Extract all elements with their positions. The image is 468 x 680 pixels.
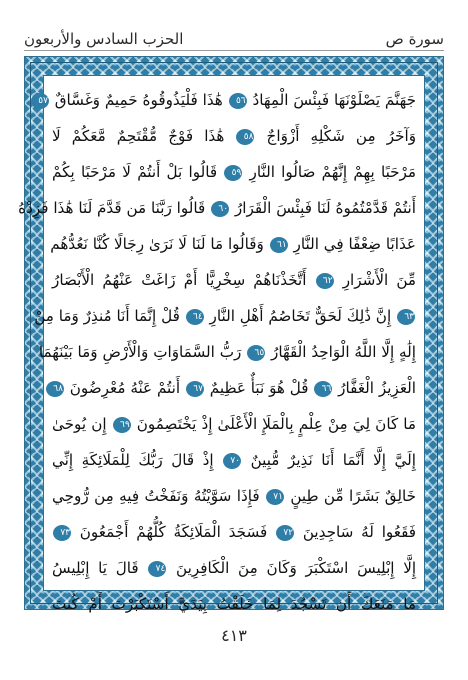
verse-line: فَقَعُوا لَهُ سَاجِدِينَ ٧٢ فَسَجَدَ الْمَلَائِكَةُ كُلُّهُمْ أَجْمَعُونَ ٧٣ (52, 514, 416, 550)
verse-line: وَآخَرُ مِن شَكْلِهِ أَزْوَاجٌ ٥٨ هَٰذَا فَوْجٌ مُّقْتَحِمٌ مَّعَكُمْ لَا (52, 127, 417, 145)
ayah-number-marker: ٦٧ (186, 381, 204, 397)
page-number: ٤١٣ (221, 626, 247, 645)
ayah-number-marker: ٦٨ (46, 381, 64, 397)
ayah-number-marker: ٧١ (266, 489, 284, 505)
verse-line: مَرْحَبًا بِهِمْ إِنَّهُمْ صَالُوا النَّارِ ٥٩ قَالُوا بَلْ أَنتُمْ لَا مَرْحَبًا بِكُمْ (52, 163, 417, 181)
verse-line: إِلَيَّ إِلَّا أَنَّمَا أَنَا نَذِيرٌ مُّبِينٌ ٧٠ إِذْ قَالَ رَبُّكَ لِلْمَلَائِكَةِ إِنِّي (52, 451, 417, 469)
verse-line: مَا مَنَعَكَ أَن تَسْجُدَ لِمَا خَلَقْتُ بِيَدَيَّ أَسْتَكْبَرْتَ أَمْ كُنتَ (52, 595, 417, 613)
ayah-number-marker: ٧٤ (148, 561, 166, 577)
hizb-name: الحزب السادس والأربعون (24, 30, 184, 48)
ayah-number-marker: ٥٨ (236, 129, 254, 145)
ayah-number-marker: ٦٣ (397, 309, 415, 325)
surah-name: سورة ص (385, 30, 444, 48)
verse-line: ٦٣ إِنَّ ذَٰلِكَ لَحَقٌّ تَخَاصُمُ أَهْلِ النَّارِ ٦٤ قُلْ إِنَّمَا أَنَا مُنذِرٌ وَمَا مِنْ (34, 307, 414, 325)
ayah-number-marker: ٧٣ (53, 525, 71, 541)
ayah-number-marker: ٥٧ (31, 93, 49, 109)
verse-line: إِلَٰهٍ إِلَّا اللَّهُ الْوَاحِدُ الْقَهَّارُ ٦٥ رَبُّ السَّمَاوَاتِ وَالْأَرْضِ وَمَا بَيْنَهُمَا (38, 343, 416, 361)
verse-line: مَا كَانَ لِيَ مِنْ عِلْمٍ بِالْمَلَإِ الْأَعْلَىٰ إِذْ يَخْتَصِمُونَ ٦٩ إِن يُوحَىٰ (52, 415, 417, 433)
page-header (24, 18, 444, 48)
ayah-number-marker: ٧٢ (276, 525, 294, 541)
ayah-number-marker: ٥٦ (229, 93, 247, 109)
ayah-number-marker: ٥٩ (224, 165, 242, 181)
header-divider (24, 50, 444, 51)
verse-line: الْعَزِيزُ الْغَفَّارُ ٦٦ قُلْ هُوَ نَبَأٌ عَظِيمٌ ٦٧ أَنتُمْ عَنْهُ مُعْرِضُونَ ٦٨ (52, 370, 416, 406)
verse-line: عَذَابًا ضِعْفًا فِي النَّارِ ٦١ وَقَالُوا مَا لَنَا لَا نَرَىٰ رِجَالًا كُنَّا نَعُدُّهُم (50, 235, 416, 253)
verse-line: إِلَّا إِبْلِيسَ اسْتَكْبَرَ وَكَانَ مِنَ الْكَافِرِينَ ٧٤ قَالَ يَا إِبْلِيسُ (52, 559, 417, 577)
ayah-number-marker: ٦١ (270, 237, 288, 253)
verse-line: أَنتُمْ قَدَّمْتُمُوهُ لَنَا فَبِئْسَ الْقَرَارُ ٦٠ قَالُوا رَبَّنَا مَن قَدَّمَ لَنَا هَٰذَا فَزِدْهُ (18, 199, 416, 217)
ayah-number-marker: ٦٥ (247, 345, 265, 361)
ornamental-frame (18, 56, 444, 613)
verse-line: خَالِقٌ بَشَرًا مِّن طِينٍ ٧١ فَإِذَا سَوَّيْتُهُ وَنَفَخْتُ فِيهِ مِن رُّوحِي (52, 487, 417, 505)
ayah-number-marker: ٦٤ (186, 309, 204, 325)
verse-text-panel (18, 75, 425, 613)
verse-line: جَهَنَّمَ يَصْلَوْنَهَا فَبِئْسَ الْمِهَادُ ٥٦ هَٰذَا فَلْيَذُوقُوهُ حَمِيمٌ وَغَسَّاقٌ ٥٧ (52, 82, 416, 118)
ayah-number-marker: ٦٦ (314, 381, 332, 397)
verse-line: مِّنَ الْأَشْرَارِ ٦٢ أَتَّخَذْنَاهُمْ سِخْرِيًّا أَمْ زَاغَتْ عَنْهُمُ الْأَبْصَارُ (52, 271, 417, 289)
ayah-number-marker: ٦٩ (113, 417, 131, 433)
ayah-number-marker: ٦٠ (211, 201, 229, 217)
ayah-number-marker: ٦٢ (316, 273, 334, 289)
ayah-number-marker: ٧٠ (223, 453, 241, 469)
